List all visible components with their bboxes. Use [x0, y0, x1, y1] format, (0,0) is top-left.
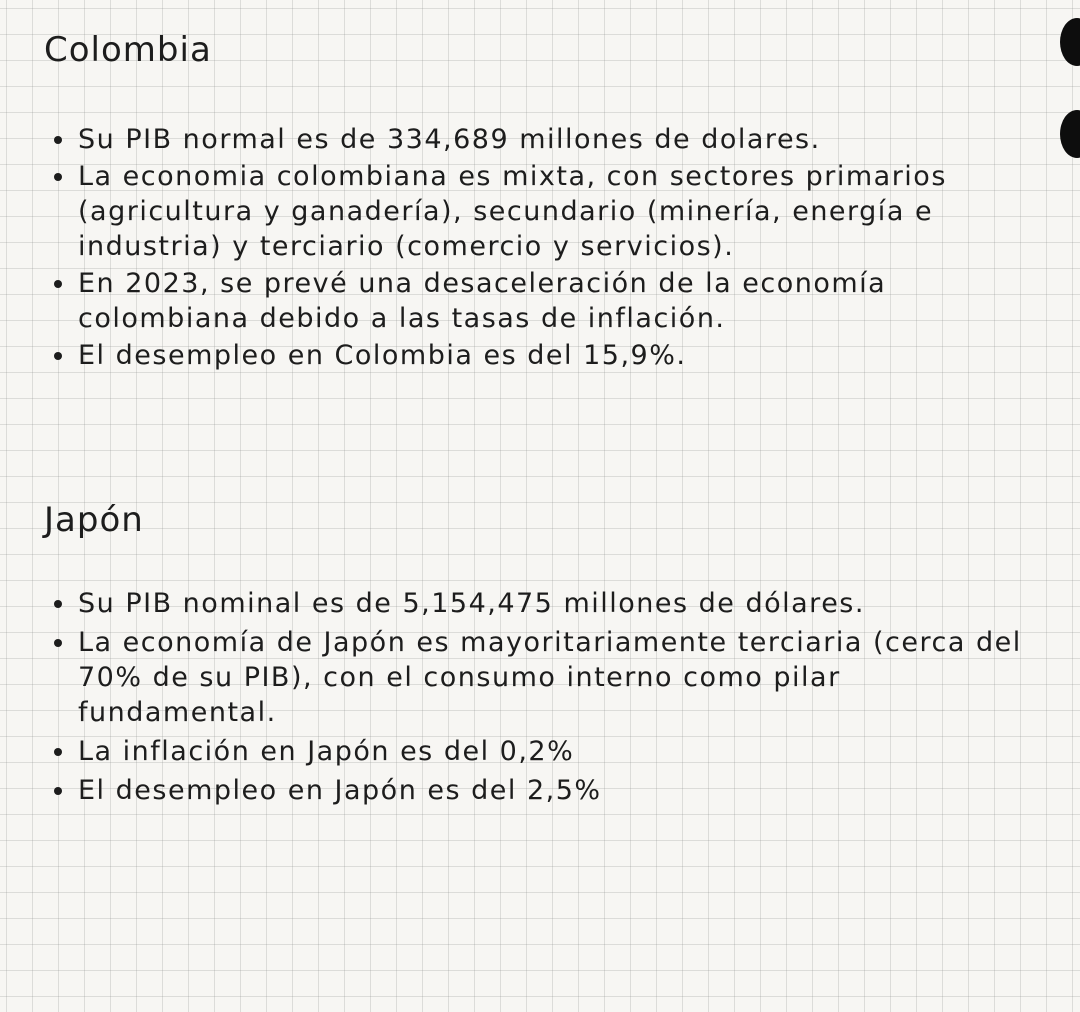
bullet-item — [44, 266, 1044, 336]
bullet-item — [44, 159, 1044, 264]
bullet-text: El desempleo en Colombia es del 15,9%. — [78, 340, 687, 371]
section-japon — [44, 498, 1044, 812]
section-title: Japón — [44, 500, 144, 540]
bullet-item — [44, 586, 1044, 621]
bullet-text: En 2023, se prevé una desaceleración de la economía colombiana debido a las tasas de inflación. — [78, 268, 887, 334]
section-colombia — [44, 28, 1044, 375]
bullet-text: La economía de Japón es mayoritariamente terciaria (cerca del 70% de su PIB), con el consumo interno como pilar fundamental. — [78, 627, 1022, 728]
bullet-text: El desempleo en Japón es del 2,5% — [78, 775, 602, 806]
bullet-text: Su PIB nominal es de 5,154,475 millones de dólares. — [78, 588, 865, 619]
bullet-item — [44, 122, 1044, 157]
bullet-item — [44, 773, 1044, 808]
bullet-list — [44, 122, 1044, 373]
bullet-item — [44, 734, 1044, 769]
binder-hole — [1060, 110, 1080, 158]
bullet-list — [44, 586, 1044, 808]
binder-hole — [1060, 18, 1080, 66]
bullet-text: La economia colombiana es mixta, con sectores primarios (agricultura y ganadería), secundario (minería, energía e industria) y terciario (comercio y servicios). — [78, 161, 947, 262]
bullet-text: Su PIB normal es de 334,689 millones de dolares. — [78, 124, 821, 155]
bullet-item — [44, 625, 1044, 730]
section-title: Colombia — [44, 30, 212, 70]
bullet-text: La inflación en Japón es del 0,2% — [78, 736, 575, 767]
bullet-item — [44, 338, 1044, 373]
